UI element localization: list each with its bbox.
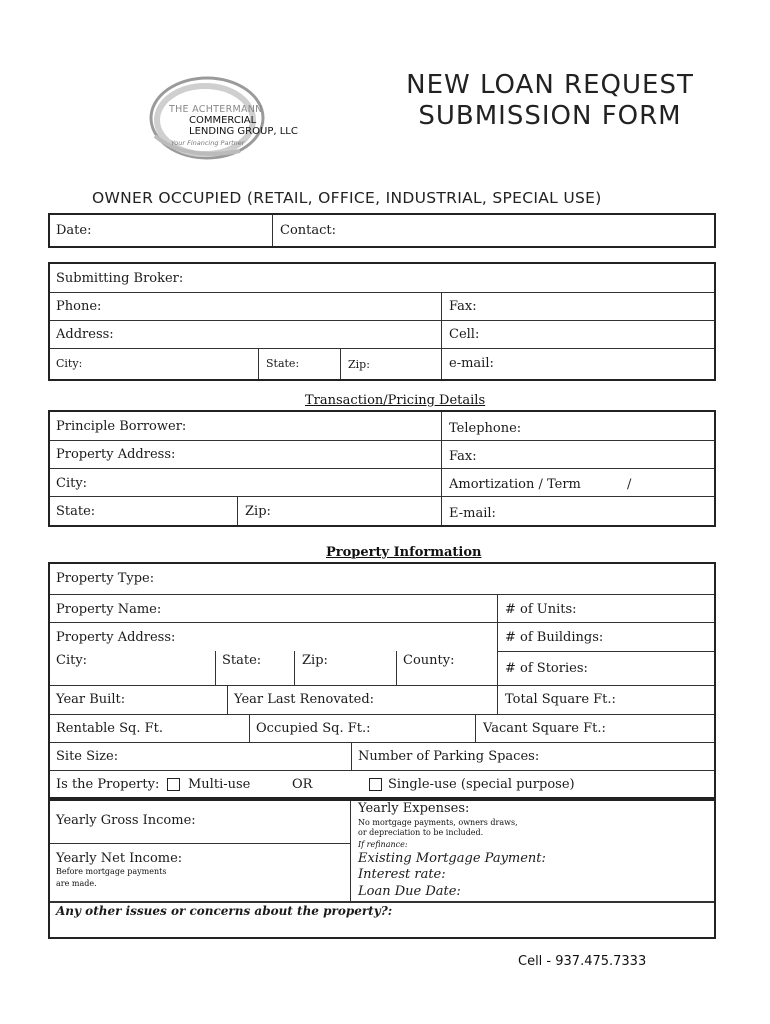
net-income-field[interactable]: Yearly Net Income: [56,851,183,866]
amortization-slash: / [627,477,632,492]
interest-rate-field[interactable]: Interest rate: [358,867,446,882]
stories-field[interactable]: # of Stories: [505,661,588,676]
divider [50,685,714,686]
property-state-field[interactable]: State: [222,653,262,668]
divider [50,714,714,715]
transaction-heading: Transaction/Pricing Details [305,393,486,408]
contact-field[interactable]: Contact: [280,223,337,238]
net-income-note-2: are made. [56,879,97,888]
divider [50,468,714,469]
broker-city-field[interactable]: City: [56,357,83,370]
divider [294,651,295,685]
county-field[interactable]: County: [403,653,455,668]
broker-email-field[interactable]: e-mail: [449,356,494,371]
loan-due-date-field[interactable]: Loan Due Date: [358,884,461,899]
divider [351,742,352,770]
broker-phone-field[interactable]: Phone: [56,299,102,314]
form-subtitle: OWNER OCCUPIED (RETAIL, OFFICE, INDUSTRIAL, SPECIAL USE) [92,189,602,207]
multi-use-label: Multi-use [188,777,251,792]
transaction-fax-field[interactable]: Fax: [449,449,477,464]
logo-tagline: Your Financing Partner [171,139,245,147]
divider [350,801,351,901]
divider [50,770,714,771]
property-name-field[interactable]: Property Name: [56,602,162,617]
property-city-field[interactable]: City: [56,653,88,668]
divider [441,412,442,525]
other-issues-field[interactable]: Any other issues or concerns about the property?: [56,904,393,918]
logo-line3: LENDING GROUP, LLC [189,126,298,137]
occupied-sqft-field[interactable]: Occupied Sq. Ft.: [256,721,371,736]
property-zip-field[interactable]: Zip: [302,653,328,668]
date-contact-box [48,213,716,248]
transaction-city-field[interactable]: City: [56,476,88,491]
single-use-label: Single-use (special purpose) [388,777,575,792]
submitting-broker-field[interactable]: Submitting Broker: [56,271,184,286]
divider [340,348,341,379]
broker-zip-field[interactable]: Zip: [348,358,370,371]
title-line2: SUBMISSION FORM [418,101,682,131]
property-heading: Property Information [326,545,482,560]
is-property-label: Is the Property: [56,777,160,792]
transaction-email-field[interactable]: E-mail: [449,506,496,521]
units-field[interactable]: # of Units: [505,602,577,617]
divider [50,901,714,903]
divider [258,348,259,379]
divider [237,496,238,525]
divider [50,348,714,349]
broker-address-field[interactable]: Address: [56,327,114,342]
buildings-field[interactable]: # of Buildings: [505,630,604,645]
or-label: OR [292,777,313,792]
date-field[interactable]: Date: [56,223,92,238]
expenses-note-2: or depreciation to be included. [358,828,484,837]
company-logo [145,66,305,166]
transaction-property-address-field[interactable]: Property Address: [56,447,176,462]
divider [215,651,216,685]
divider [50,742,714,743]
broker-state-field[interactable]: State: [266,357,300,370]
vacant-sqft-field[interactable]: Vacant Square Ft.: [483,721,606,736]
single-use-checkbox[interactable] [369,778,382,791]
principle-borrower-field[interactable]: Principle Borrower: [56,419,187,434]
net-income-note-1: Before mortgage payments [56,867,167,876]
parking-spaces-field[interactable]: Number of Parking Spaces: [358,749,540,764]
divider [50,440,714,441]
divider [50,843,350,844]
divider [50,496,714,497]
expenses-note-1: No mortgage payments, owners draws, [358,818,518,827]
divider [227,685,228,714]
refinance-note: If refinance: [358,840,408,849]
divider [441,292,442,379]
divider [475,714,476,742]
borrower-telephone-field[interactable]: Telephone: [449,421,522,436]
title-line1: NEW LOAN REQUEST [406,70,694,100]
page-title [380,70,720,132]
footer-cell: Cell - 937.475.7333 [518,954,647,969]
rentable-sqft-field[interactable]: Rentable Sq. Ft. [56,721,164,736]
divider [396,651,397,685]
amortization-term-field[interactable]: Amortization / Term [449,477,581,492]
logo-line1: THE ACHTERMANN [169,104,263,115]
transaction-state-field[interactable]: State: [56,504,96,519]
divider [497,594,498,714]
divider [50,320,714,321]
divider [272,215,273,246]
site-size-field[interactable]: Site Size: [56,749,119,764]
divider [50,594,714,595]
yearly-expenses-field[interactable]: Yearly Expenses: [358,801,470,816]
year-renovated-field[interactable]: Year Last Renovated: [234,692,375,707]
multi-use-checkbox[interactable] [167,778,180,791]
gross-income-field[interactable]: Yearly Gross Income: [56,813,196,828]
logo-line2: COMMERCIAL [189,115,257,126]
divider [497,651,714,652]
year-built-field[interactable]: Year Built: [56,692,126,707]
divider [50,622,714,623]
broker-fax-field[interactable]: Fax: [449,299,477,314]
divider [50,292,714,293]
property-type-field[interactable]: Property Type: [56,571,155,586]
divider [249,714,250,742]
broker-cell-field[interactable]: Cell: [449,327,480,342]
existing-mortgage-field[interactable]: Existing Mortgage Payment: [358,851,546,866]
total-sqft-field[interactable]: Total Square Ft.: [505,692,616,707]
transaction-zip-field[interactable]: Zip: [245,504,271,519]
property-address-field[interactable]: Property Address: [56,630,176,645]
